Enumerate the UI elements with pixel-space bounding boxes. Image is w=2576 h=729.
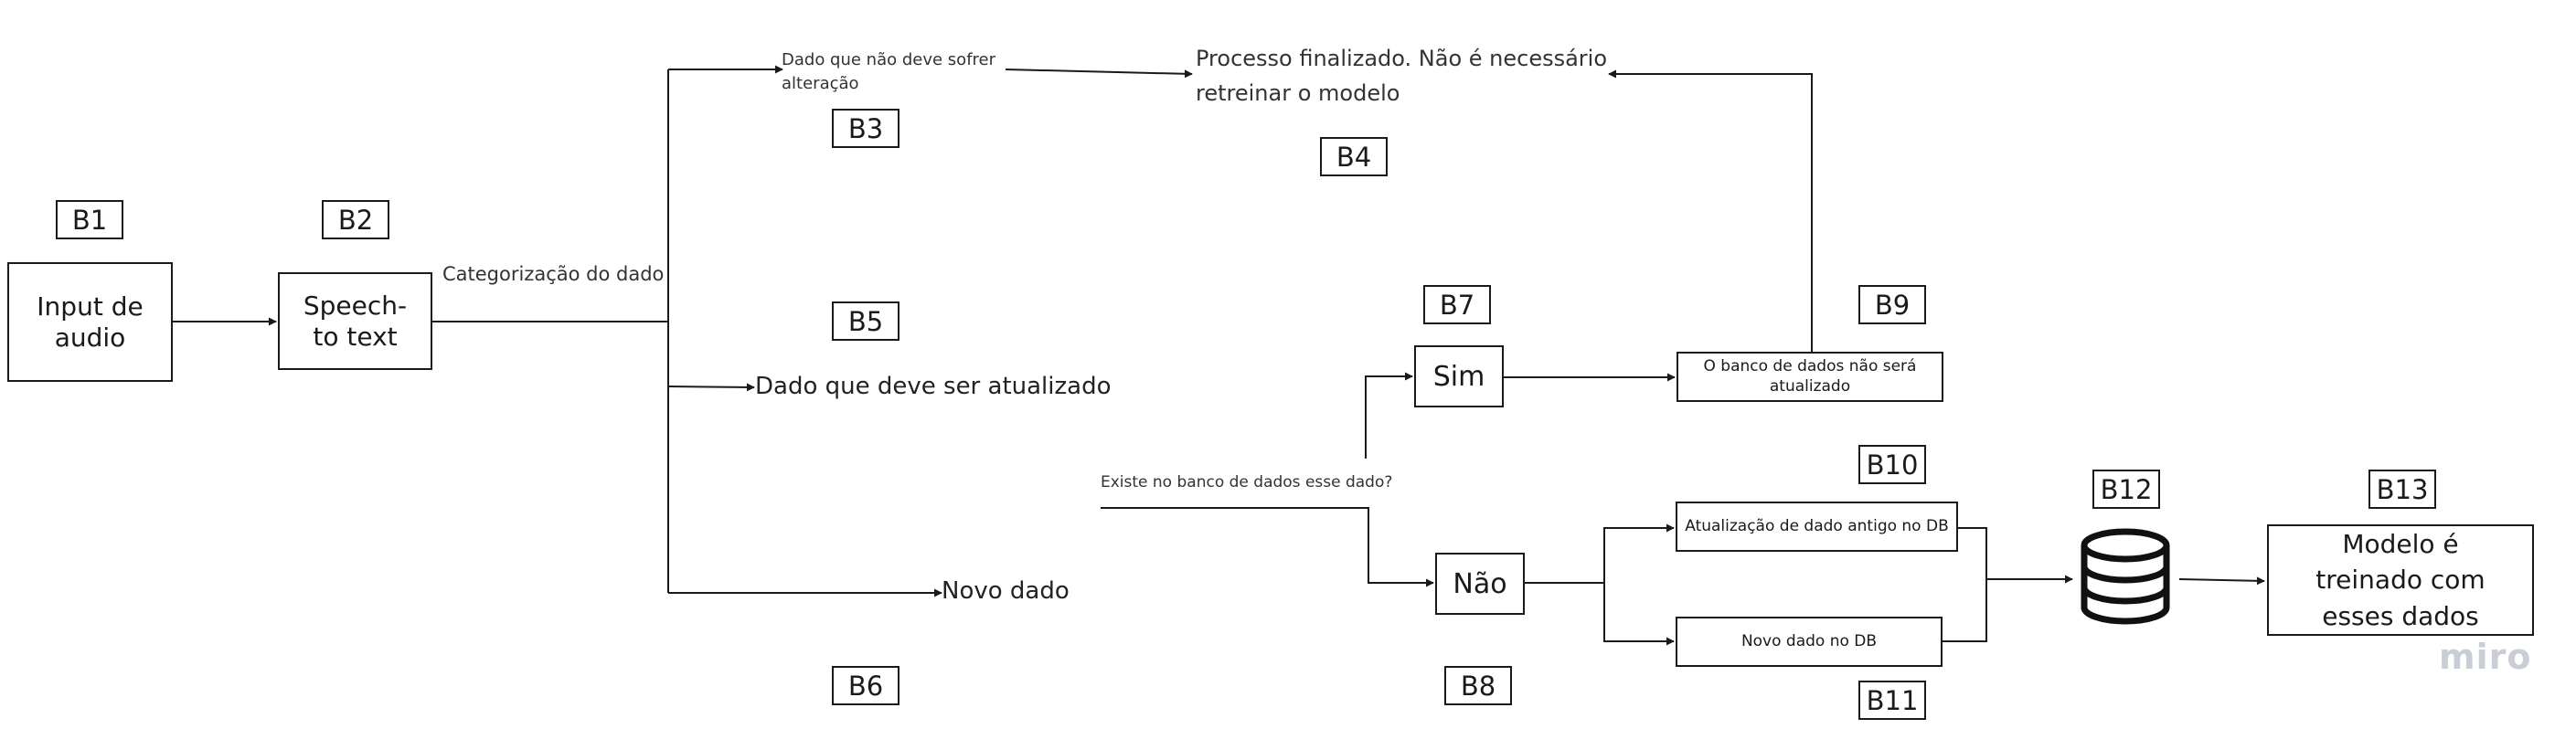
label-process-finished: Processo finalizado. Não é necessário retreinar o modelo bbox=[1196, 46, 1608, 107]
node-nao: Não bbox=[1435, 553, 1525, 615]
tag-b6: B6 bbox=[832, 666, 899, 705]
database-icon bbox=[2084, 532, 2166, 621]
node-update-old-data: Atualização de dado antigo no DB bbox=[1676, 502, 1958, 552]
label-data-no-change: Dado que não deve sofrer alteração bbox=[782, 50, 996, 94]
arrow-question-to-sim bbox=[1366, 376, 1412, 459]
arrow-trunk-to-b5 bbox=[668, 386, 754, 387]
tag-b7: B7 bbox=[1423, 285, 1491, 324]
arrow-db-to-b13 bbox=[2179, 579, 2264, 581]
label-categorization: Categorização do dado bbox=[442, 263, 665, 285]
tag-b3: B3 bbox=[832, 109, 899, 148]
tag-b1: B1 bbox=[56, 200, 123, 239]
arrow-b3-to-b4 bbox=[1006, 69, 1192, 74]
tag-b5: B5 bbox=[832, 301, 899, 341]
tag-b12: B12 bbox=[2092, 470, 2160, 509]
node-input-audio: Input de audio bbox=[7, 262, 173, 382]
label-new-data: Novo dado bbox=[942, 577, 1070, 605]
tag-b13: B13 bbox=[2368, 470, 2436, 509]
arrow-b9-to-b4 bbox=[1609, 74, 1812, 352]
node-model-trained: Modelo é treinado com esses dados bbox=[2267, 524, 2534, 636]
arrow-question-to-nao bbox=[1101, 508, 1433, 583]
tag-b9: B9 bbox=[1858, 285, 1926, 324]
tag-b8: B8 bbox=[1444, 666, 1512, 705]
arrow-split-to-b11 bbox=[1604, 583, 1674, 641]
tag-b10: B10 bbox=[1858, 445, 1926, 484]
label-data-update: Dado que deve ser atualizado bbox=[755, 373, 1112, 400]
tag-b11: B11 bbox=[1858, 681, 1926, 720]
node-sim: Sim bbox=[1414, 345, 1504, 407]
miro-logo: miro bbox=[2439, 637, 2532, 677]
tag-b4: B4 bbox=[1320, 137, 1388, 176]
node-speech-to-text: Speech-to text bbox=[278, 272, 432, 370]
arrow-split-to-b10 bbox=[1604, 528, 1674, 583]
node-new-data-db: Novo dado no DB bbox=[1676, 617, 1943, 667]
label-exists-question: Existe no banco de dados esse dado? bbox=[1101, 473, 1393, 491]
tag-b2: B2 bbox=[322, 200, 389, 239]
node-db-not-updated: O banco de dados não será atualizado bbox=[1677, 352, 1943, 402]
